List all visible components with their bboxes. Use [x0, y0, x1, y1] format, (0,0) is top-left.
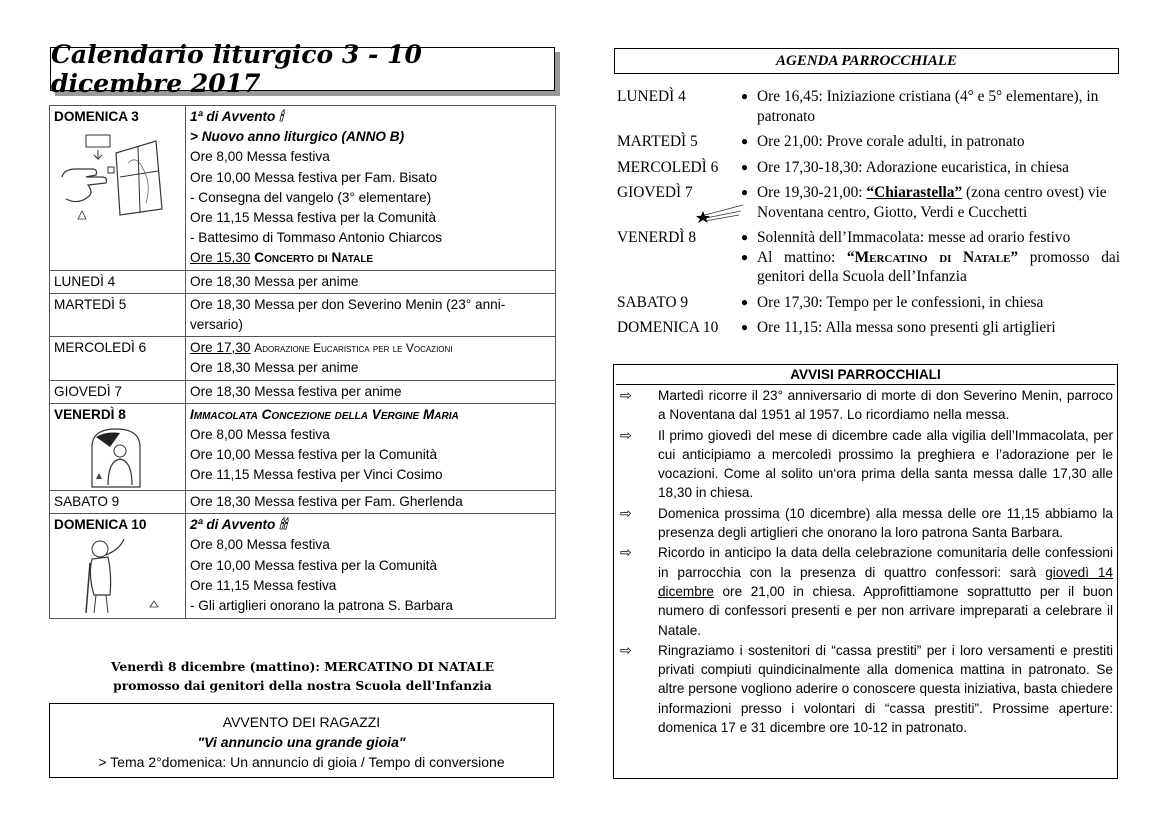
agenda-row: [617, 132, 1120, 152]
day-cell: GIOVEDÌ 7: [50, 380, 186, 403]
ragazzi-title: AVVENTO DEI RAGAZZI: [222, 714, 381, 730]
event-line: - Gli artiglieri onorano la patrona S. Barbara: [190, 598, 453, 614]
event-title: Adorazione Eucaristica per le Vocazioni: [254, 341, 453, 356]
event-line: - Battesimo di Tommaso Antonio Chiarcos: [190, 230, 443, 246]
arrow-right-icon: ⇨: [620, 544, 632, 561]
agenda-text: (zona centro ovest) vie Noventana centro, Giotto, Verdi e Cucchetti: [757, 184, 1107, 221]
agenda-day: GIOVEDÌ 7: [617, 184, 693, 201]
event-line: Ore 10,00 Messa festiva per la Comunità: [190, 447, 438, 463]
avviso-text: [658, 543, 1117, 639]
event-line: 2ª di Avvento 🕯🕯: [190, 517, 287, 533]
ragazzi-tema: > Tema 2°domenica: Un annuncio di gioia / Tempo di conversione: [98, 754, 505, 770]
agenda-item: Ore 16,45: Iniziazione cristiana (4° e 5° elementare), in patronato: [757, 88, 1099, 125]
mercatino-note: [50, 657, 555, 695]
bullet-icon: ●: [740, 89, 749, 103]
event-line: > Nuovo anno liturgico (ANNO B): [190, 129, 405, 145]
chiarastella-label: “Chiarastella”: [866, 184, 963, 201]
agenda-row: [617, 158, 1120, 178]
avviso-fragment: ore 21,00 in chiesa. Approfittiamone soprattutto per il buon numero di confessori presenti e per non arrivare impreparati a celebrare il Natale.: [658, 583, 1113, 638]
event-line: Immacolata Concezione della Vergine Maria: [190, 406, 459, 422]
table-row: [50, 380, 556, 403]
avviso-item: [614, 504, 1117, 543]
table-row: [50, 403, 556, 490]
bullet-icon: ●: [740, 294, 749, 309]
arrow-right-icon: ⇨: [620, 387, 632, 403]
agenda-item: [757, 183, 1120, 222]
event-line: Ore 11,15 Messa festiva: [190, 577, 337, 593]
bullet-icon: ●: [740, 230, 749, 244]
arrow-right-icon: ⇨: [620, 504, 632, 521]
day-label: DOMENICA 3: [54, 109, 139, 124]
day-cell: [50, 403, 186, 490]
avvento-ragazzi-box: [49, 703, 554, 778]
events-cell: [186, 403, 556, 490]
day-cell: LUNEDÌ 4: [50, 270, 186, 293]
agenda-row: [617, 87, 1120, 126]
agenda-item: Ore 11,15: Alla messa sono presenti gli artiglieri: [757, 319, 1056, 336]
agenda-text: Ore 19,30-21,00:: [757, 184, 867, 201]
day-cell: MERCOLEDÌ 6: [50, 337, 186, 380]
event-line: Ore 10,00 Messa festiva per Fam. Bisato: [190, 169, 438, 185]
agenda-title: AGENDA PARROCCHIALE: [614, 48, 1119, 74]
confession-date: giovedì 14 dicembre: [658, 564, 1113, 599]
agenda-item: Solennità dell’Immacolata: messe ad orario festivo: [757, 229, 1071, 246]
event-line: versario): [190, 317, 243, 333]
madonna-illustration: [86, 427, 146, 489]
ragazzi-quote: "Vi annuncio una grande gioia": [197, 734, 406, 750]
table-row: [50, 514, 556, 619]
event-line: Ore 18,30 Messa per anime: [190, 360, 359, 376]
event-time: Ore 15,30: [190, 250, 251, 266]
arrow-right-icon: ⇨: [620, 641, 632, 658]
note-line: promosso dai genitori della nostra Scuola dell'Infanzia: [113, 678, 492, 693]
comet-star-icon: [695, 203, 745, 223]
events-cell: [186, 293, 556, 336]
events-cell: [186, 337, 556, 380]
events-cell: [186, 106, 556, 271]
avviso-item: [614, 386, 1117, 425]
agenda-day: LUNEDÌ 4: [617, 88, 686, 105]
day-cell: SABATO 9: [50, 491, 186, 514]
mercatino-label: “Mercatino di Natale”: [846, 248, 1019, 266]
event-line: Ore 8,00 Messa festiva: [190, 427, 330, 443]
bullet-icon: ●: [740, 159, 749, 174]
agenda-text: promosso dai genitori della Scuola dell’Infanzia: [757, 248, 1121, 285]
gospel-hand-illustration: [58, 133, 168, 233]
day-label: VENERDÌ 8: [54, 406, 126, 422]
avviso-text: Domenica prossima (10 dicembre) alla messa delle ore 11,15 abbiamo la presenza degli artiglieri che onorano la loro patrona Santa Barbara.: [658, 505, 1113, 541]
bullet-icon: ●: [740, 185, 749, 199]
page-title: Calendario liturgico 3 - 10 dicembre 2017: [51, 40, 422, 98]
agenda-item: Ore 21,00: Prove corale adulti, in patronato: [757, 133, 1025, 150]
agenda-row: [617, 293, 1120, 313]
events-cell: Ore 18,30 Messa festiva per Fam. Gherlenda: [186, 491, 556, 514]
table-row: [50, 270, 556, 293]
event-line: - Consegna del vangelo (3° elementare): [190, 189, 432, 205]
agenda-day: MERCOLEDÌ 6: [617, 158, 719, 176]
event-line: Ore 10,00 Messa festiva per la Comunità: [190, 557, 438, 573]
table-row: [50, 491, 556, 514]
table-row: [50, 337, 556, 380]
agenda-day: SABATO 9: [617, 293, 689, 311]
agenda-text: Al mattino:: [757, 248, 847, 266]
agenda-day: MARTEDÌ 5: [617, 133, 698, 150]
event-line: Ore 8,00 Messa festiva: [190, 149, 330, 165]
day-label: DOMENICA 10: [54, 517, 147, 533]
avvisi-title: AVVISI PARROCCHIALI: [616, 365, 1115, 385]
event-time: Ore 17,30: [190, 340, 251, 356]
bullet-icon: ●: [740, 320, 749, 334]
avviso-text: Ringraziamo i sostenitori di “cassa prestiti” per i loro versamenti e prestiti privati compiuti quindicinalmente alla domenica mattina in patronato. Se altre persone vogliono aderire o conoscere questa iniziativa, basta chiedere informazioni presso i volontari di “cassa prestiti”. Prossime aperture: domenica 17 e 31 dicembre ore 10-12 in patronato.: [658, 642, 1113, 736]
event-line: Ore 18,30 Messa per don Severino Menin (23° anni-: [190, 296, 506, 312]
avvisi-box: [613, 364, 1118, 779]
avviso-item: [614, 426, 1117, 503]
agenda-row: [617, 183, 1120, 222]
events-cell: Ore 18,30 Messa per anime: [186, 270, 556, 293]
calendar-title-box: [50, 40, 555, 98]
john-baptist-illustration: [58, 535, 168, 617]
event-line: 1ª di Avvento 🕯: [190, 109, 283, 124]
agenda-row: [617, 318, 1120, 338]
event-line: Ore 11,15 Messa festiva per la Comunità: [190, 210, 437, 226]
events-cell: Ore 18,30 Messa festiva per anime: [186, 380, 556, 403]
agenda-item: [757, 248, 1120, 287]
day-cell: MARTEDÌ 5: [50, 293, 186, 336]
arrow-right-icon: ⇨: [620, 426, 632, 443]
agenda-day: DOMENICA 10: [617, 319, 719, 336]
agenda-list: [617, 87, 1120, 344]
avviso-fragment: Ricordo in anticipo la data della celebrazione comunitaria delle confessioni in parrocchia con la presenza di quattro confessori: sarà: [658, 545, 1113, 580]
event-line: Ore 8,00 Messa festiva: [190, 537, 330, 553]
agenda-row: [617, 228, 1120, 287]
liturgical-calendar-table: [49, 105, 556, 619]
agenda-item: Ore 17,30: Tempo per le confessioni, in chiesa: [757, 293, 1044, 311]
avviso-text: Martedì ricorre il 23° anniversario di morte di don Severino Menin, parroco a Noventana dal 1951 al 1957. Lo ricordiamo nella messa.: [658, 388, 1113, 423]
day-cell: [50, 106, 186, 271]
table-row: [50, 106, 556, 271]
avviso-text: Il primo giovedì del mese di dicembre cade alla vigilia dell’Immacolata, per cui anticipiamo a mercoledì prossimo la preghiera e l’adorazione per le vocazioni. Come al solito un‘ora prima della santa messa dalle 17,30 alle 18,30 in chiesa.: [658, 427, 1113, 501]
event-title: Concerto di Natale: [254, 250, 374, 266]
day-cell: [50, 514, 186, 619]
avviso-item: [614, 543, 1117, 639]
bullet-icon: ●: [740, 134, 749, 148]
avviso-item: [614, 641, 1117, 737]
agenda-day: VENERDÌ 8: [617, 229, 697, 246]
events-cell: [186, 514, 556, 619]
event-line: Ore 11,15 Messa festiva per Vinci Cosimo: [190, 467, 443, 483]
bullet-icon: ●: [740, 249, 749, 264]
table-row: [50, 293, 556, 336]
event-line: [190, 338, 551, 358]
note-line: Venerdì 8 dicembre (mattino): MERCATINO DI NATALE: [110, 659, 495, 674]
agenda-item: Ore 17,30-18,30: Adorazione eucaristica, in chiesa: [757, 158, 1069, 176]
event-line: [190, 248, 551, 268]
